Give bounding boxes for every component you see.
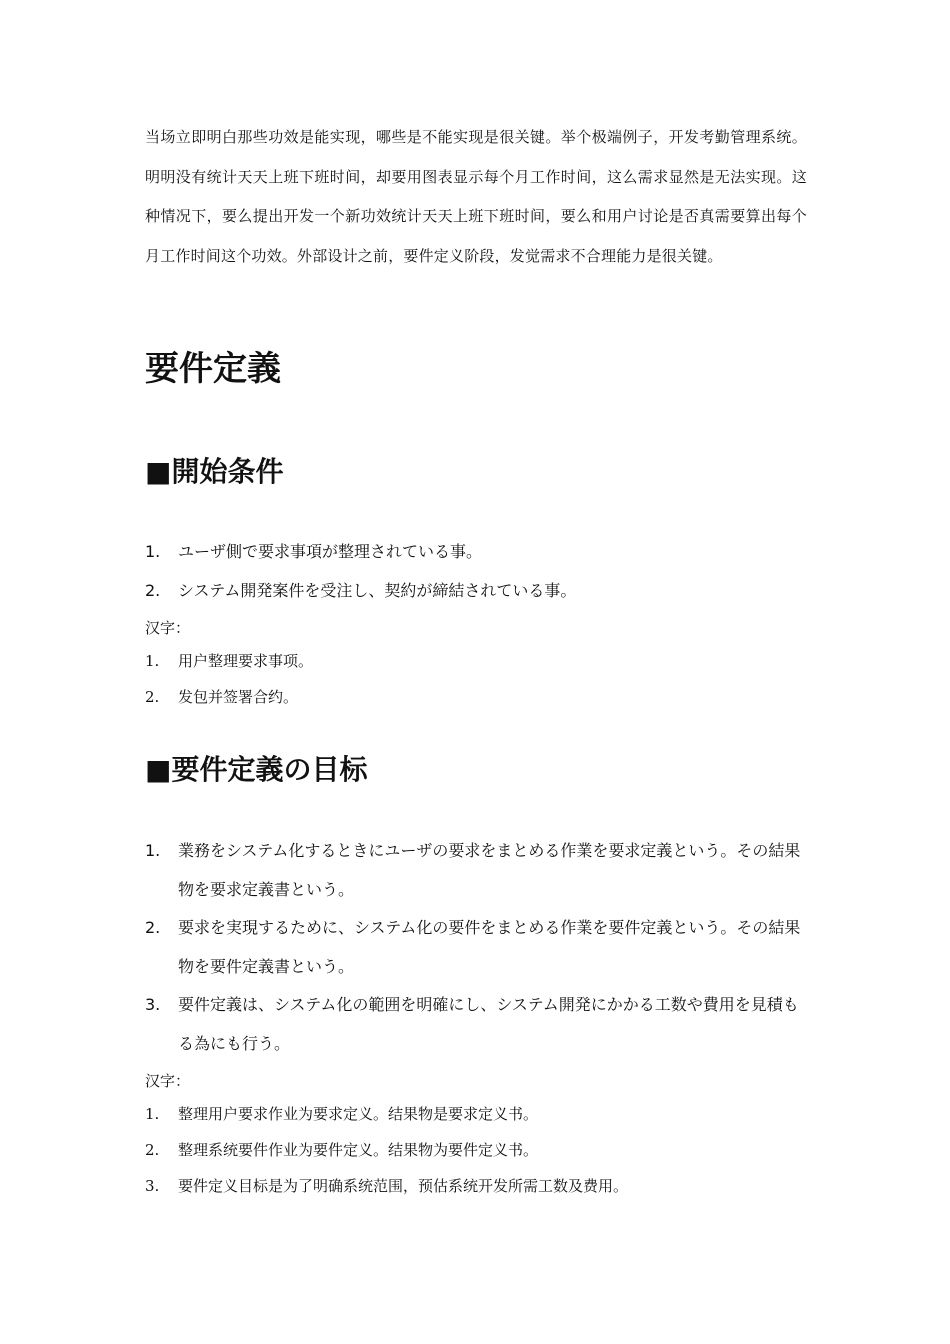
list-item-text: システム開発案件を受注し、契約が締結されている事。	[178, 580, 577, 600]
list-number: 1.	[145, 542, 161, 561]
goals-jp-list	[145, 832, 807, 1063]
intro-paragraph: 当场立即明白那些功效是能实现，哪些是不能实现是很关键。举个极端例子，开发考勤管理系统。明明没有统计天天上班下班时间，却要用图表显示每个月工作时间，这么需求显然是无法实现。这种情况下，要么提出开发一个新功效统计天天上班下班时间，要么和用户讨论是否真需要算出每个月工作时间这个功效。外部设计之前，要件定义阶段，发觉需求不合理能力是很关键。	[145, 128, 807, 265]
list-item-text: 用户整理要求事项。	[178, 652, 314, 670]
list-item-text: 整理系统要件作业为要件定义。结果物为要件定义书。	[178, 1141, 539, 1159]
list-number: 2.	[145, 580, 161, 600]
list-item	[145, 679, 807, 715]
list-number: 1.	[145, 841, 161, 860]
list-item-text: 要件定义目标是为了明确系统范围，预估系统开发所需工数及费用。	[178, 1177, 629, 1195]
list-number: 2.	[145, 688, 160, 706]
list-item	[145, 832, 807, 909]
section-title-start-conditions: ■開始条件	[145, 455, 284, 488]
list-item	[145, 533, 807, 572]
goals-cn-list	[145, 1096, 807, 1204]
list-item-text: 发包并签署合约。	[178, 688, 299, 706]
list-number: 3.	[145, 1177, 160, 1195]
list-item	[145, 1168, 807, 1204]
list-item	[145, 986, 807, 1063]
list-item	[145, 1132, 807, 1168]
list-item-text: 業務をシステム化するときにユーザの要求をまとめる作業を要求定義という。その結果物を要求定義書という。	[178, 841, 801, 899]
start-conditions-jp-list	[145, 533, 807, 610]
list-number: 2.	[145, 918, 161, 937]
list-item-text: 要求を実現するために、システム化の要件をまとめる作業を要件定義という。その結果物を要件定義書という。	[178, 918, 801, 976]
list-number: 2.	[145, 1141, 160, 1159]
list-number: 3.	[145, 995, 161, 1014]
chinese-label: 汉字：	[145, 1072, 191, 1090]
start-conditions-cn-list	[145, 643, 807, 715]
list-item	[145, 909, 807, 986]
list-number: 1.	[145, 652, 160, 670]
list-item-text: 整理用户要求作业为要求定义。结果物是要求定义书。	[178, 1105, 539, 1123]
chinese-label: 汉字：	[145, 619, 191, 637]
list-item	[145, 1096, 807, 1132]
list-item-text: 要件定義は、システム化の範囲を明確にし、システム開発にかかる工数や費用を見積もる為にも行う。	[178, 995, 799, 1053]
heading-requirements-definition: 要件定義	[145, 349, 281, 389]
list-number: 1.	[145, 1105, 160, 1123]
list-item	[145, 643, 807, 679]
list-item	[145, 572, 807, 611]
section-title-goals: ■要件定義の目标	[145, 753, 368, 786]
list-item-text: ユーザ側で要求事項が整理されている事。	[178, 542, 483, 561]
